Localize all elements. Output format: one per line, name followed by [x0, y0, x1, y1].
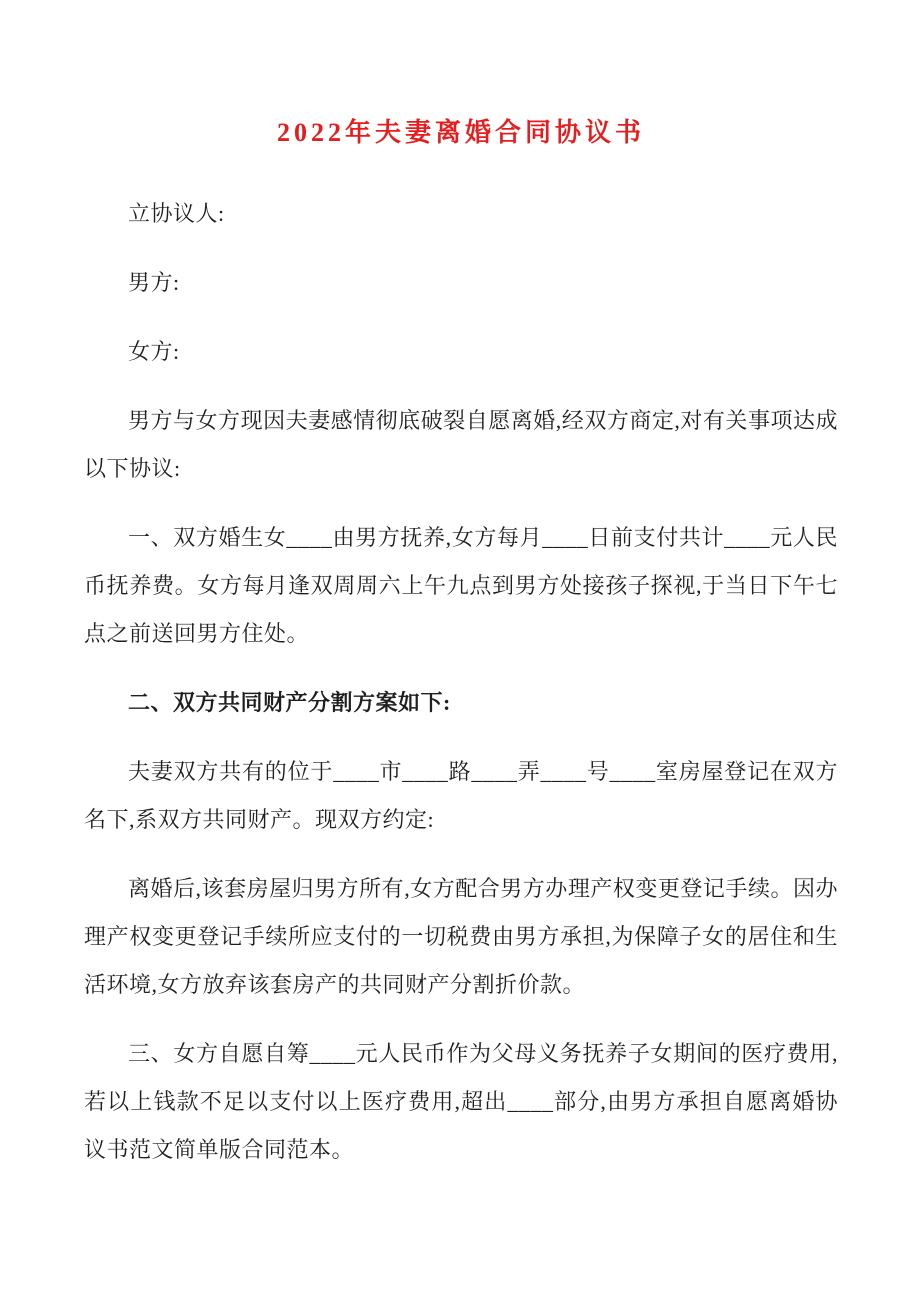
para-property-transfer: 离婚后,该套房屋归男方所有,女方配合男方办理产权变更登记手续。因办理产权变更登记手续所应支付的一切税费由男方承担,为保障子女的居住和生活环境,女方放弃该套房产的共同财产分割折价款。	[84, 876, 838, 997]
heading-section-two-property: 二、双方共同财产分割方案如下:	[128, 690, 451, 715]
document-title: 2022年夫妻离婚合同协议书	[276, 118, 645, 147]
para-section-three-medical: 三、女方自愿自筹____元人民币作为父母义务抚养子女期间的医疗费用,若以上钱款不足以支付以上医疗费用,超出____部分,由男方承担自愿离婚协议书范文简单版合同范本。	[84, 1041, 838, 1162]
para-preamble: 男方与女方现因夫妻感情彻底破裂自愿离婚,经双方商定,对有关事项达成以下协议:	[84, 408, 838, 481]
para-section-one-custody: 一、双方婚生女____由男方抚养,女方每月____日前支付共计____元人民币抚养费。女方每月逢双周周六上午九点到男方处接孩子探视,于当日下午七点之前送回男方住处。	[84, 525, 838, 646]
para-property-location: 夫妻双方共有的位于____市____路____弄____号____室房屋登记在双方名下,系双方共同财产。现双方约定:	[84, 759, 838, 832]
line-wife-label: 女方:	[128, 339, 180, 364]
line-husband-label: 男方:	[128, 270, 180, 295]
line-parties-label: 立协议人:	[128, 201, 225, 226]
